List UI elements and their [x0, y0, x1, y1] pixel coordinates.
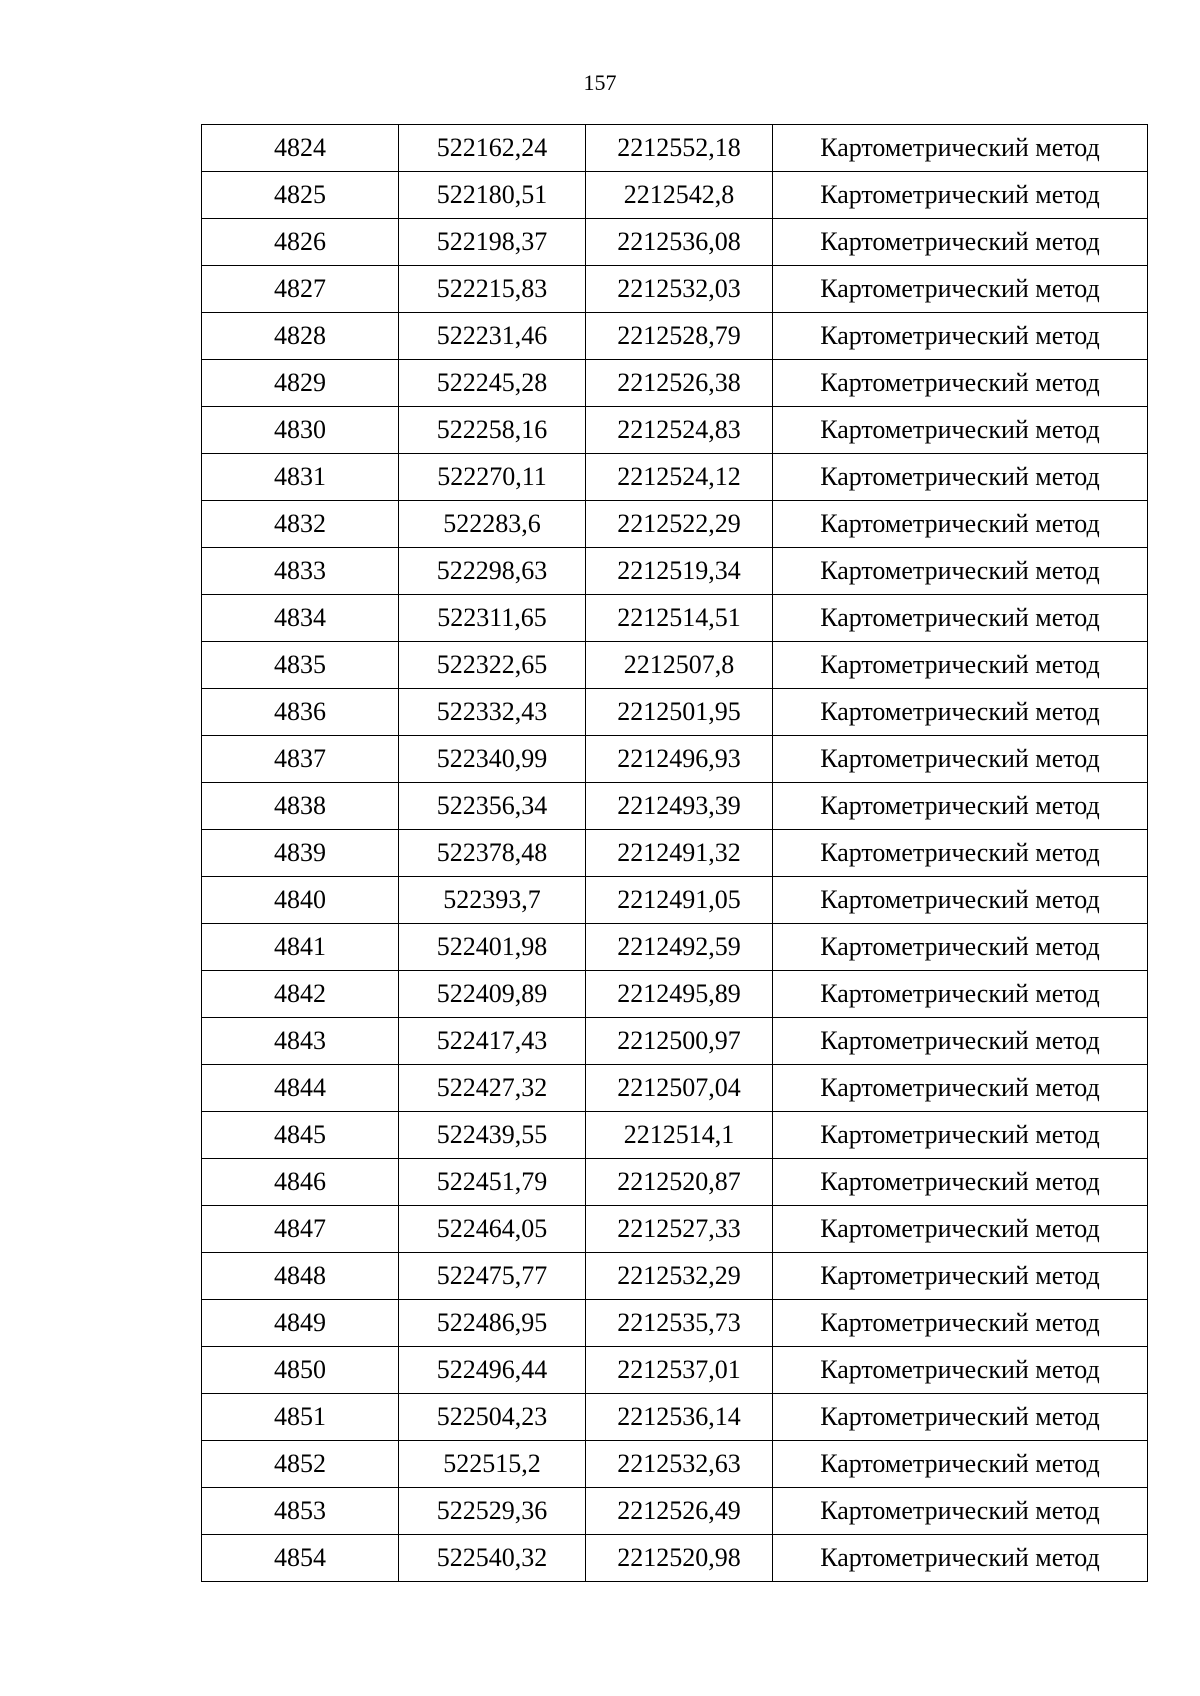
point-number-cell: 4838 — [202, 783, 399, 830]
point-number-cell: 4833 — [202, 548, 399, 595]
method-cell: Картометрический метод — [773, 830, 1148, 877]
y-coordinate-cell: 2212495,89 — [586, 971, 773, 1018]
y-coordinate-cell: 2212532,29 — [586, 1253, 773, 1300]
x-coordinate-cell: 522340,99 — [399, 736, 586, 783]
x-coordinate-cell: 522245,28 — [399, 360, 586, 407]
method-cell: Картометрический метод — [773, 689, 1148, 736]
point-number-cell: 4845 — [202, 1112, 399, 1159]
table-row — [202, 125, 1148, 172]
method-cell: Картометрический метод — [773, 1441, 1148, 1488]
point-number-cell: 4840 — [202, 877, 399, 924]
table-row — [202, 1112, 1148, 1159]
point-number-cell: 4837 — [202, 736, 399, 783]
y-coordinate-cell: 2212524,12 — [586, 454, 773, 501]
method-cell: Картометрический метод — [773, 783, 1148, 830]
x-coordinate-cell: 522283,6 — [399, 501, 586, 548]
point-number-cell: 4832 — [202, 501, 399, 548]
point-number-cell: 4831 — [202, 454, 399, 501]
point-number-cell: 4852 — [202, 1441, 399, 1488]
y-coordinate-cell: 2212520,98 — [586, 1535, 773, 1582]
x-coordinate-cell: 522475,77 — [399, 1253, 586, 1300]
x-coordinate-cell: 522529,36 — [399, 1488, 586, 1535]
x-coordinate-cell: 522198,37 — [399, 219, 586, 266]
y-coordinate-cell: 2212491,32 — [586, 830, 773, 877]
point-number-cell: 4847 — [202, 1206, 399, 1253]
method-cell: Картометрический метод — [773, 266, 1148, 313]
point-number-cell: 4843 — [202, 1018, 399, 1065]
y-coordinate-cell: 2212501,95 — [586, 689, 773, 736]
table-row — [202, 1347, 1148, 1394]
point-number-cell: 4829 — [202, 360, 399, 407]
coordinates-table-body — [202, 125, 1148, 1582]
point-number-cell: 4835 — [202, 642, 399, 689]
point-number-cell: 4844 — [202, 1065, 399, 1112]
point-number-cell: 4854 — [202, 1535, 399, 1582]
y-coordinate-cell: 2212536,14 — [586, 1394, 773, 1441]
table-row — [202, 407, 1148, 454]
x-coordinate-cell: 522540,32 — [399, 1535, 586, 1582]
x-coordinate-cell: 522270,11 — [399, 454, 586, 501]
x-coordinate-cell: 522409,89 — [399, 971, 586, 1018]
method-cell: Картометрический метод — [773, 360, 1148, 407]
table-row — [202, 1065, 1148, 1112]
x-coordinate-cell: 522356,34 — [399, 783, 586, 830]
y-coordinate-cell: 2212524,83 — [586, 407, 773, 454]
y-coordinate-cell: 2212496,93 — [586, 736, 773, 783]
x-coordinate-cell: 522496,44 — [399, 1347, 586, 1394]
x-coordinate-cell: 522215,83 — [399, 266, 586, 313]
y-coordinate-cell: 2212507,04 — [586, 1065, 773, 1112]
y-coordinate-cell: 2212536,08 — [586, 219, 773, 266]
table-row — [202, 360, 1148, 407]
point-number-cell: 4830 — [202, 407, 399, 454]
x-coordinate-cell: 522231,46 — [399, 313, 586, 360]
method-cell: Картометрический метод — [773, 548, 1148, 595]
x-coordinate-cell: 522504,23 — [399, 1394, 586, 1441]
table-row — [202, 595, 1148, 642]
table-row — [202, 1206, 1148, 1253]
y-coordinate-cell: 2212519,34 — [586, 548, 773, 595]
y-coordinate-cell: 2212500,97 — [586, 1018, 773, 1065]
point-number-cell: 4850 — [202, 1347, 399, 1394]
table-row — [202, 689, 1148, 736]
point-number-cell: 4826 — [202, 219, 399, 266]
y-coordinate-cell: 2212514,1 — [586, 1112, 773, 1159]
y-coordinate-cell: 2212520,87 — [586, 1159, 773, 1206]
y-coordinate-cell: 2212522,29 — [586, 501, 773, 548]
method-cell: Картометрический метод — [773, 1159, 1148, 1206]
table-row — [202, 924, 1148, 971]
table-row — [202, 1159, 1148, 1206]
method-cell: Картометрический метод — [773, 924, 1148, 971]
table-row — [202, 172, 1148, 219]
x-coordinate-cell: 522322,65 — [399, 642, 586, 689]
method-cell: Картометрический метод — [773, 454, 1148, 501]
point-number-cell: 4839 — [202, 830, 399, 877]
table-row — [202, 501, 1148, 548]
method-cell: Картометрический метод — [773, 877, 1148, 924]
method-cell: Картометрический метод — [773, 736, 1148, 783]
table-row — [202, 971, 1148, 1018]
method-cell: Картометрический метод — [773, 1206, 1148, 1253]
table-row — [202, 877, 1148, 924]
point-number-cell: 4841 — [202, 924, 399, 971]
method-cell: Картометрический метод — [773, 313, 1148, 360]
method-cell: Картометрический метод — [773, 219, 1148, 266]
point-number-cell: 4846 — [202, 1159, 399, 1206]
point-number-cell: 4834 — [202, 595, 399, 642]
table-row — [202, 783, 1148, 830]
y-coordinate-cell: 2212528,79 — [586, 313, 773, 360]
x-coordinate-cell: 522378,48 — [399, 830, 586, 877]
method-cell: Картометрический метод — [773, 1018, 1148, 1065]
point-number-cell: 4825 — [202, 172, 399, 219]
x-coordinate-cell: 522332,43 — [399, 689, 586, 736]
method-cell: Картометрический метод — [773, 1394, 1148, 1441]
table-row — [202, 1441, 1148, 1488]
y-coordinate-cell: 2212526,49 — [586, 1488, 773, 1535]
y-coordinate-cell: 2212526,38 — [586, 360, 773, 407]
page-number: 157 — [583, 70, 617, 95]
coordinates-table — [201, 124, 1148, 1582]
method-cell: Картометрический метод — [773, 1300, 1148, 1347]
x-coordinate-cell: 522439,55 — [399, 1112, 586, 1159]
method-cell: Картометрический метод — [773, 971, 1148, 1018]
table-row — [202, 830, 1148, 877]
point-number-cell: 4853 — [202, 1488, 399, 1535]
table-row — [202, 548, 1148, 595]
x-coordinate-cell: 522486,95 — [399, 1300, 586, 1347]
x-coordinate-cell: 522393,7 — [399, 877, 586, 924]
y-coordinate-cell: 2212532,63 — [586, 1441, 773, 1488]
x-coordinate-cell: 522464,05 — [399, 1206, 586, 1253]
method-cell: Картометрический метод — [773, 172, 1148, 219]
y-coordinate-cell: 2212492,59 — [586, 924, 773, 971]
y-coordinate-cell: 2212537,01 — [586, 1347, 773, 1394]
method-cell: Картометрический метод — [773, 1347, 1148, 1394]
method-cell: Картометрический метод — [773, 1535, 1148, 1582]
x-coordinate-cell: 522427,32 — [399, 1065, 586, 1112]
method-cell: Картометрический метод — [773, 1488, 1148, 1535]
x-coordinate-cell: 522258,16 — [399, 407, 586, 454]
table-row — [202, 1018, 1148, 1065]
x-coordinate-cell: 522401,98 — [399, 924, 586, 971]
y-coordinate-cell: 2212507,8 — [586, 642, 773, 689]
table-row — [202, 1394, 1148, 1441]
point-number-cell: 4827 — [202, 266, 399, 313]
point-number-cell: 4828 — [202, 313, 399, 360]
method-cell: Картометрический метод — [773, 1065, 1148, 1112]
method-cell: Картометрический метод — [773, 407, 1148, 454]
x-coordinate-cell: 522180,51 — [399, 172, 586, 219]
x-coordinate-cell: 522298,63 — [399, 548, 586, 595]
table-row — [202, 1253, 1148, 1300]
y-coordinate-cell: 2212514,51 — [586, 595, 773, 642]
table-row — [202, 313, 1148, 360]
x-coordinate-cell: 522311,65 — [399, 595, 586, 642]
table-row — [202, 1535, 1148, 1582]
x-coordinate-cell: 522451,79 — [399, 1159, 586, 1206]
x-coordinate-cell: 522162,24 — [399, 125, 586, 172]
x-coordinate-cell: 522417,43 — [399, 1018, 586, 1065]
point-number-cell: 4836 — [202, 689, 399, 736]
y-coordinate-cell: 2212532,03 — [586, 266, 773, 313]
y-coordinate-cell: 2212527,33 — [586, 1206, 773, 1253]
y-coordinate-cell: 2212493,39 — [586, 783, 773, 830]
point-number-cell: 4842 — [202, 971, 399, 1018]
y-coordinate-cell: 2212542,8 — [586, 172, 773, 219]
table-row — [202, 266, 1148, 313]
y-coordinate-cell: 2212535,73 — [586, 1300, 773, 1347]
y-coordinate-cell: 2212552,18 — [586, 125, 773, 172]
table-row — [202, 1300, 1148, 1347]
method-cell: Картометрический метод — [773, 595, 1148, 642]
method-cell: Картометрический метод — [773, 1253, 1148, 1300]
y-coordinate-cell: 2212491,05 — [586, 877, 773, 924]
method-cell: Картометрический метод — [773, 125, 1148, 172]
table-row — [202, 219, 1148, 266]
x-coordinate-cell: 522515,2 — [399, 1441, 586, 1488]
method-cell: Картометрический метод — [773, 501, 1148, 548]
point-number-cell: 4824 — [202, 125, 399, 172]
point-number-cell: 4849 — [202, 1300, 399, 1347]
point-number-cell: 4848 — [202, 1253, 399, 1300]
point-number-cell: 4851 — [202, 1394, 399, 1441]
table-row — [202, 454, 1148, 501]
table-row — [202, 736, 1148, 783]
method-cell: Картометрический метод — [773, 642, 1148, 689]
table-row — [202, 1488, 1148, 1535]
table-row — [202, 642, 1148, 689]
method-cell: Картометрический метод — [773, 1112, 1148, 1159]
